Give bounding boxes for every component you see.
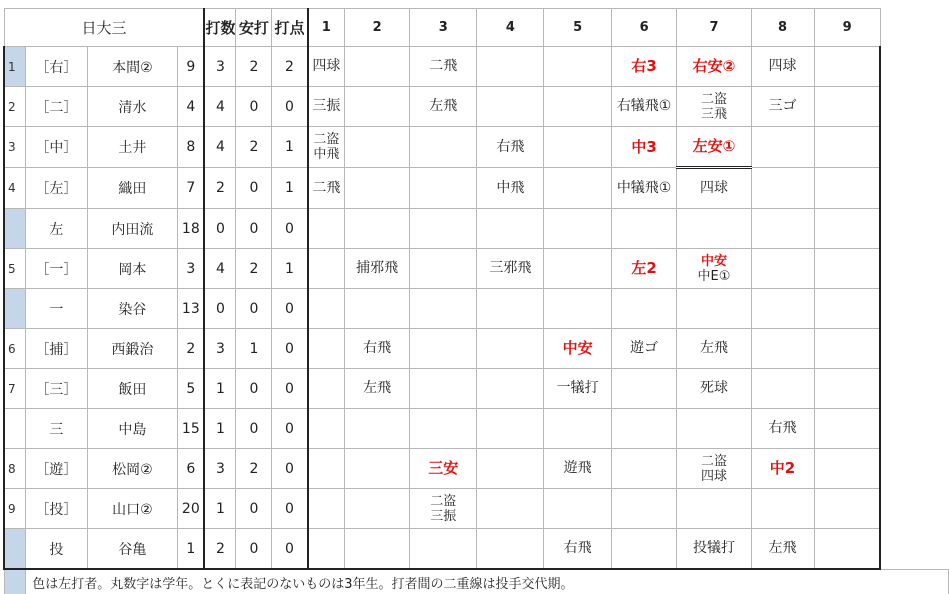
inning-1-result bbox=[308, 47, 345, 87]
play-result: 二盗 bbox=[430, 493, 457, 509]
play-result: 死球 bbox=[699, 380, 728, 396]
play-result: 四球 bbox=[700, 468, 727, 484]
inning-1-result bbox=[308, 249, 345, 289]
inning-header-7: 7 bbox=[677, 9, 751, 47]
table-row bbox=[4, 409, 949, 449]
table-row bbox=[4, 369, 949, 409]
inning-1-result bbox=[308, 489, 345, 529]
inning-2-result bbox=[344, 209, 409, 249]
inning-1-result bbox=[308, 209, 345, 249]
table-row bbox=[4, 209, 949, 249]
hit-result: 中3 bbox=[631, 137, 657, 156]
inning-4-result bbox=[477, 529, 544, 570]
inning-8-result bbox=[751, 489, 814, 529]
inning-header-3: 3 bbox=[410, 9, 477, 47]
rbi: 1 bbox=[272, 168, 308, 209]
inning-5-result bbox=[544, 329, 611, 369]
at-bats: 0 bbox=[204, 209, 236, 249]
player-name: 谷亀 bbox=[87, 529, 178, 570]
inning-header-6: 6 bbox=[611, 9, 677, 47]
play-result: 三振 bbox=[430, 508, 457, 524]
inning-7-result bbox=[677, 47, 751, 87]
rbi: 1 bbox=[272, 127, 308, 168]
position: 投 bbox=[26, 529, 87, 570]
player-name: 内田流 bbox=[87, 209, 178, 249]
player-name: 山口② bbox=[87, 489, 178, 529]
play-result: 四球 bbox=[768, 58, 797, 74]
play-result: 三ゴ bbox=[768, 98, 797, 114]
play-result: 遊飛 bbox=[563, 460, 592, 476]
inning-5-result bbox=[544, 369, 611, 409]
stat-header-ab: 打数 bbox=[204, 9, 236, 47]
inning-7-result bbox=[677, 329, 751, 369]
uniform-number: 5 bbox=[178, 369, 205, 409]
inning-4-result bbox=[477, 369, 544, 409]
inning-1-result bbox=[308, 409, 345, 449]
hits: 2 bbox=[236, 449, 272, 489]
inning-9-result bbox=[814, 249, 880, 289]
hits: 0 bbox=[236, 168, 272, 209]
play-result: 四球 bbox=[699, 180, 728, 196]
inning-2-result bbox=[344, 87, 409, 127]
inning-1-result bbox=[308, 87, 345, 127]
batting-order-number: 2 bbox=[4, 87, 26, 127]
inning-6-result bbox=[611, 168, 677, 209]
at-bats: 3 bbox=[204, 47, 236, 87]
inning-3-result bbox=[410, 329, 477, 369]
inning-4-result bbox=[477, 249, 544, 289]
inning-3-result bbox=[410, 489, 477, 529]
inning-4-result bbox=[477, 489, 544, 529]
inning-5-result bbox=[544, 409, 611, 449]
inning-header-9: 9 bbox=[814, 9, 880, 47]
inning-8-result bbox=[751, 449, 814, 489]
hits: 0 bbox=[236, 489, 272, 529]
inning-6-result bbox=[611, 529, 677, 570]
inning-header-1: 1 bbox=[308, 9, 345, 47]
inning-7-result bbox=[677, 529, 751, 570]
hit-result: 三安 bbox=[428, 459, 459, 477]
inning-7-result bbox=[677, 168, 751, 209]
inning-5-result bbox=[544, 249, 611, 289]
inning-4-result bbox=[477, 329, 544, 369]
inning-2-result bbox=[344, 127, 409, 168]
hits: 0 bbox=[236, 209, 272, 249]
inning-9-result bbox=[814, 489, 880, 529]
inning-8-result bbox=[751, 529, 814, 570]
inning-7-result bbox=[677, 127, 751, 168]
inning-6-result bbox=[611, 409, 677, 449]
uniform-number: 15 bbox=[178, 409, 205, 449]
play-result: 中犠飛① bbox=[616, 179, 672, 196]
inning-6-result bbox=[611, 329, 677, 369]
inning-8-result bbox=[751, 369, 814, 409]
inning-6-result bbox=[611, 127, 677, 168]
inning-3-result bbox=[410, 47, 477, 87]
inning-9-result bbox=[814, 47, 880, 87]
play-result: 右飛 bbox=[496, 138, 525, 155]
header-row bbox=[4, 9, 949, 47]
inning-2-result bbox=[344, 369, 409, 409]
uniform-number: 4 bbox=[178, 87, 205, 127]
inning-8-result bbox=[751, 329, 814, 369]
play-result: 四球 bbox=[312, 58, 341, 74]
play-result: 右犠飛① bbox=[616, 98, 672, 114]
position: 左 bbox=[26, 209, 87, 249]
inning-9-result bbox=[814, 409, 880, 449]
hits: 2 bbox=[236, 127, 272, 168]
uniform-number: 13 bbox=[178, 289, 205, 329]
rbi: 0 bbox=[272, 489, 308, 529]
at-bats: 2 bbox=[204, 529, 236, 570]
inning-8-result bbox=[751, 127, 814, 168]
inning-7-result bbox=[677, 249, 751, 289]
inning-1-result bbox=[308, 449, 345, 489]
hits: 1 bbox=[236, 329, 272, 369]
inning-7-result bbox=[677, 409, 751, 449]
stat-header-h: 安打 bbox=[236, 9, 272, 47]
inning-2-result bbox=[344, 529, 409, 570]
player-name: 松岡② bbox=[87, 449, 178, 489]
table-row bbox=[4, 249, 949, 289]
hits: 0 bbox=[236, 289, 272, 329]
inning-5-result bbox=[544, 127, 611, 168]
inning-4-result bbox=[477, 47, 544, 87]
rbi: 0 bbox=[272, 449, 308, 489]
inning-6-result bbox=[611, 449, 677, 489]
rbi: 1 bbox=[272, 249, 308, 289]
rbi: 0 bbox=[272, 369, 308, 409]
inning-3-result bbox=[410, 168, 477, 209]
uniform-number: 7 bbox=[178, 168, 205, 209]
rbi: 0 bbox=[272, 409, 308, 449]
position: ［右］ bbox=[26, 47, 87, 87]
player-name: 清水 bbox=[87, 87, 178, 127]
inning-7-result bbox=[677, 87, 751, 127]
inning-8-result bbox=[751, 409, 814, 449]
table-row bbox=[4, 127, 949, 168]
inning-5-result bbox=[544, 168, 611, 209]
play-result: 左飛 bbox=[699, 340, 728, 356]
play-result: 中飛 bbox=[496, 179, 525, 196]
at-bats: 1 bbox=[204, 409, 236, 449]
play-result: 一犠打 bbox=[556, 380, 599, 396]
inning-7-result bbox=[677, 449, 751, 489]
table-row bbox=[4, 449, 949, 489]
at-bats: 4 bbox=[204, 127, 236, 168]
inning-9-result bbox=[814, 449, 880, 489]
play-result: 中E① bbox=[697, 268, 731, 284]
stat-header-rbi: 打点 bbox=[272, 9, 308, 47]
inning-2-result bbox=[344, 329, 409, 369]
batting-order-number bbox=[4, 529, 26, 570]
inning-6-result bbox=[611, 249, 677, 289]
hit-result: 右3 bbox=[631, 57, 657, 75]
inning-header-5: 5 bbox=[544, 9, 611, 47]
uniform-number: 1 bbox=[178, 529, 205, 570]
inning-1-result bbox=[308, 369, 345, 409]
inning-3-result bbox=[410, 127, 477, 168]
at-bats: 0 bbox=[204, 289, 236, 329]
inning-3-result bbox=[410, 369, 477, 409]
inning-9-result bbox=[814, 87, 880, 127]
at-bats: 1 bbox=[204, 489, 236, 529]
uniform-number: 2 bbox=[178, 329, 205, 369]
position: ［左］ bbox=[26, 168, 87, 209]
inning-8-result bbox=[751, 168, 814, 209]
play-result: 捕邪飛 bbox=[356, 260, 399, 276]
batting-order-number: 6 bbox=[4, 329, 26, 369]
play-result: 投犠打 bbox=[692, 540, 735, 556]
inning-4-result bbox=[477, 449, 544, 489]
table-row bbox=[4, 489, 949, 529]
at-bats: 1 bbox=[204, 369, 236, 409]
table-row bbox=[4, 289, 949, 329]
left-batter-legend-swatch bbox=[4, 569, 26, 594]
inning-9-result bbox=[814, 209, 880, 249]
hit-result: 中2 bbox=[769, 459, 796, 477]
play-result: 三振 bbox=[312, 98, 341, 114]
inning-1-result bbox=[308, 127, 345, 168]
position: ［一］ bbox=[26, 249, 87, 289]
batting-order-number: 9 bbox=[4, 489, 26, 529]
inning-8-result bbox=[751, 209, 814, 249]
inning-7-result bbox=[677, 289, 751, 329]
inning-9-result bbox=[814, 329, 880, 369]
inning-6-result bbox=[611, 289, 677, 329]
inning-9-result bbox=[814, 529, 880, 570]
player-name: 飯田 bbox=[87, 369, 178, 409]
play-result: 遊ゴ bbox=[630, 340, 659, 356]
inning-4-result bbox=[477, 127, 544, 168]
uniform-number: 6 bbox=[178, 449, 205, 489]
inning-2-result bbox=[344, 168, 409, 209]
rbi: 0 bbox=[272, 87, 308, 127]
inning-header-8: 8 bbox=[751, 9, 814, 47]
inning-3-result bbox=[410, 529, 477, 570]
inning-1-result bbox=[308, 289, 345, 329]
table-row bbox=[4, 87, 949, 127]
play-result: 二盗 bbox=[700, 91, 727, 107]
at-bats: 3 bbox=[204, 449, 236, 489]
inning-2-result bbox=[344, 249, 409, 289]
position: ［三］ bbox=[26, 369, 87, 409]
inning-8-result bbox=[751, 289, 814, 329]
inning-6-result bbox=[611, 369, 677, 409]
player-name: 染谷 bbox=[87, 289, 178, 329]
inning-2-result bbox=[344, 409, 409, 449]
inning-2-result bbox=[344, 47, 409, 87]
hits: 2 bbox=[236, 249, 272, 289]
inning-4-result bbox=[477, 209, 544, 249]
position: ［投］ bbox=[26, 489, 87, 529]
rbi: 0 bbox=[272, 209, 308, 249]
inning-3-result bbox=[410, 209, 477, 249]
inning-6-result bbox=[611, 47, 677, 87]
inning-5-result bbox=[544, 209, 611, 249]
at-bats: 4 bbox=[204, 87, 236, 127]
inning-3-result bbox=[410, 449, 477, 489]
uniform-number: 3 bbox=[178, 249, 205, 289]
rbi: 0 bbox=[272, 329, 308, 369]
inning-5-result bbox=[544, 289, 611, 329]
batting-order-number bbox=[4, 409, 26, 449]
play-result: 二盗 bbox=[313, 132, 340, 147]
position: ［捕］ bbox=[26, 329, 87, 369]
inning-header-4: 4 bbox=[477, 9, 544, 47]
inning-6-result bbox=[611, 87, 677, 127]
play-result: 二盗 bbox=[700, 453, 727, 469]
inning-7-result bbox=[677, 489, 751, 529]
inning-7-result bbox=[677, 209, 751, 249]
inning-2-result bbox=[344, 289, 409, 329]
play-result: 二飛 bbox=[312, 179, 341, 196]
batting-order-number: 3 bbox=[4, 127, 26, 168]
inning-3-result bbox=[410, 289, 477, 329]
inning-9-result bbox=[814, 369, 880, 409]
batting-order-number: 4 bbox=[4, 168, 26, 209]
position: ［中］ bbox=[26, 127, 87, 168]
rbi: 0 bbox=[272, 289, 308, 329]
inning-1-result bbox=[308, 529, 345, 570]
play-result: 三飛 bbox=[700, 106, 727, 122]
hits: 2 bbox=[236, 47, 272, 87]
player-name: 西鍛治 bbox=[87, 329, 178, 369]
uniform-number: 18 bbox=[178, 209, 205, 249]
player-name: 土井 bbox=[87, 127, 178, 168]
inning-6-result bbox=[611, 209, 677, 249]
hit-result: 右安② bbox=[692, 57, 736, 75]
inning-9-result bbox=[814, 289, 880, 329]
table-row bbox=[4, 47, 949, 87]
batting-order-number: 8 bbox=[4, 449, 26, 489]
at-bats: 3 bbox=[204, 329, 236, 369]
play-result: 左飛 bbox=[429, 98, 458, 114]
inning-8-result bbox=[751, 249, 814, 289]
at-bats: 2 bbox=[204, 168, 236, 209]
hit-result: 左2 bbox=[631, 259, 657, 277]
inning-2-result bbox=[344, 449, 409, 489]
player-name: 岡本 bbox=[87, 249, 178, 289]
inning-8-result bbox=[751, 87, 814, 127]
batting-order-number: 1 bbox=[4, 47, 26, 87]
batting-order-number: 7 bbox=[4, 369, 26, 409]
hit-result: 中安 bbox=[562, 339, 593, 357]
play-result: 右飛 bbox=[363, 340, 392, 356]
position: 三 bbox=[26, 409, 87, 449]
hits: 0 bbox=[236, 529, 272, 570]
hit-result: 中安 bbox=[700, 253, 727, 269]
inning-5-result bbox=[544, 87, 611, 127]
inning-5-result bbox=[544, 47, 611, 87]
play-result: 右飛 bbox=[563, 540, 592, 556]
batting-order-number bbox=[4, 289, 26, 329]
inning-7-result bbox=[677, 369, 751, 409]
hits: 0 bbox=[236, 369, 272, 409]
uniform-number: 20 bbox=[178, 489, 205, 529]
inning-5-result bbox=[544, 449, 611, 489]
inning-8-result bbox=[751, 47, 814, 87]
hit-result: 左安① bbox=[692, 137, 736, 155]
hits: 0 bbox=[236, 409, 272, 449]
legend-note: 色は左打者。丸数字は学年。とくに表記のないものは3年生。打者間の二重線は投手交代期。 bbox=[26, 569, 949, 594]
inning-3-result bbox=[410, 87, 477, 127]
position: 一 bbox=[26, 289, 87, 329]
batting-order-number: 5 bbox=[4, 249, 26, 289]
inning-5-result bbox=[544, 529, 611, 570]
inning-4-result bbox=[477, 168, 544, 209]
inning-6-result bbox=[611, 489, 677, 529]
inning-1-result bbox=[308, 168, 345, 209]
play-result: 左飛 bbox=[363, 380, 392, 396]
player-name: 中島 bbox=[87, 409, 178, 449]
uniform-number: 9 bbox=[178, 47, 205, 87]
inning-5-result bbox=[544, 489, 611, 529]
inning-1-result bbox=[308, 329, 345, 369]
inning-9-result bbox=[814, 168, 880, 209]
inning-4-result bbox=[477, 87, 544, 127]
at-bats: 4 bbox=[204, 249, 236, 289]
inning-3-result bbox=[410, 409, 477, 449]
rbi: 0 bbox=[272, 529, 308, 570]
table-row bbox=[4, 329, 949, 369]
play-result: 三邪飛 bbox=[489, 260, 532, 276]
scoresheet-table bbox=[3, 8, 949, 594]
position: ［遊］ bbox=[26, 449, 87, 489]
inning-2-result bbox=[344, 489, 409, 529]
table-row bbox=[4, 168, 949, 209]
team-name: 日大三 bbox=[4, 9, 204, 47]
play-result: 右飛 bbox=[768, 420, 797, 436]
batting-order-number bbox=[4, 209, 26, 249]
position: ［二］ bbox=[26, 87, 87, 127]
player-name: 織田 bbox=[87, 168, 178, 209]
note-row bbox=[4, 569, 949, 594]
play-result: 左飛 bbox=[768, 540, 797, 556]
play-result: 二飛 bbox=[429, 58, 458, 74]
player-name: 本間② bbox=[87, 47, 178, 87]
inning-header-2: 2 bbox=[344, 9, 409, 47]
inning-4-result bbox=[477, 409, 544, 449]
inning-4-result bbox=[477, 289, 544, 329]
inning-9-result bbox=[814, 127, 880, 168]
uniform-number: 8 bbox=[178, 127, 205, 168]
inning-3-result bbox=[410, 249, 477, 289]
table-row bbox=[4, 529, 949, 570]
play-result: 中飛 bbox=[313, 147, 340, 162]
rbi: 2 bbox=[272, 47, 308, 87]
hits: 0 bbox=[236, 87, 272, 127]
